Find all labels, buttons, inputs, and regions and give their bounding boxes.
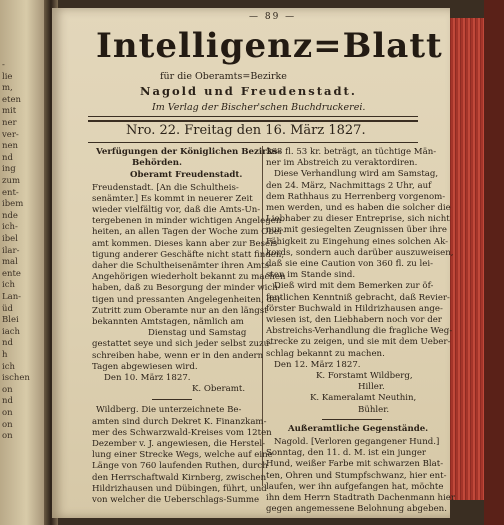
left-page-fragment: Blei xyxy=(2,315,19,326)
left-page-fragment: nde xyxy=(2,210,18,221)
signature-line: Hiller. xyxy=(358,382,385,393)
notice-line: Sonntag, den 11. d. M. ist ein junger xyxy=(266,448,427,459)
notice-line: daher die Schultheisenämter ihren Amts- xyxy=(92,261,273,271)
notice-line: K. Oberamt. xyxy=(192,384,246,395)
notice-line: Hildrizhausen und Dübingen, führt, und xyxy=(92,483,267,494)
left-page-fragment: ent- xyxy=(2,187,19,198)
section-heading: Außeramtliche Gegenstände. xyxy=(288,423,429,434)
left-page-fragment: m, xyxy=(2,83,13,94)
issue-line: Nro. 22. Freitag den 16. März 1827. xyxy=(126,123,366,138)
left-page-fragment: on xyxy=(2,419,13,430)
notice-line: laufen, wer ihn aufgefangen hat, möchte xyxy=(266,481,444,492)
left-page-fragment: nd xyxy=(2,338,13,349)
notice-line: Nagold. [Verloren gegangener Hund.] xyxy=(274,437,440,447)
left-page-fragment: ver- xyxy=(2,129,19,140)
left-page-fragment: on xyxy=(2,408,13,418)
notice-line: wiesen ist, den Liebhabern noch vor der xyxy=(266,315,442,325)
left-page-fragment: h xyxy=(2,350,8,360)
masthead-regions: Nagold und Freudenstadt. xyxy=(140,84,357,98)
left-page-fragment: - xyxy=(2,60,5,70)
section-heading: Verfügungen der Königlichen Bezirks- xyxy=(96,147,282,157)
left-page-fragment: ibel xyxy=(2,234,18,244)
notice-line: heiten, an allen Tagen der Woche zum Ober- xyxy=(92,227,286,238)
left-page-fragment: ilar- xyxy=(2,245,20,256)
divider xyxy=(88,142,418,143)
left-page-fragment: ich xyxy=(2,361,15,372)
notice-line: strecke zu zeigen, und sie mit dem Ueber- xyxy=(266,337,451,348)
publisher-line: Im Verlag der Bischer'schen Buchdruckerei. xyxy=(152,102,366,113)
masthead-subtitle: für die Oberamts=Bezirke xyxy=(160,71,287,82)
notice-line: sten im Stande sind. xyxy=(266,270,356,281)
notice-line: ten, Ohren und Stumpfschwanz, hier ent- xyxy=(266,470,447,481)
left-page-fragment: mal xyxy=(2,257,18,268)
notice-line: schlag bekannt zu machen. xyxy=(266,348,385,359)
left-page-fragment: ing xyxy=(2,164,16,175)
left-page-fragment: ibem xyxy=(2,199,24,210)
notice-line: nur mit gesiegelten Zeugnissen über ihre xyxy=(266,225,447,236)
notice-line: haben, daß zu Besorgung der minder wich- xyxy=(92,283,281,294)
adjacent-left-page xyxy=(0,0,44,525)
notice-line: Diese Verhandlung wird am Samstag, xyxy=(274,169,439,180)
notice-line: Freudenstadt. [An die Schultheis- xyxy=(92,182,239,193)
section-heading: Behörden. xyxy=(132,158,182,169)
left-page-fragment: nd xyxy=(2,396,13,407)
left-page-fragment: ischen xyxy=(2,373,30,384)
notice-line: Fähigkeit zu Eingehung eines solchen Ak- xyxy=(266,236,449,247)
left-page-fragment: nen xyxy=(2,141,18,152)
notice-line: bekannten Amtstagen, nämlich am xyxy=(92,317,244,327)
signature-line: K. Kameralamt Neuthin, xyxy=(310,393,417,404)
notice-line: Angehörigen wiederholt bekannt zu machen xyxy=(92,272,286,283)
notice-line: gestattet seye und sich jeder selbst zuzu- xyxy=(92,339,273,350)
notice-line: Dezember v. J. angewiesen, die Herstel- xyxy=(92,439,265,449)
notice-line: Dieß wird mit dem Bemerken zur öf- xyxy=(274,281,434,292)
notice-line: ner im Abstreich zu veraktordiren. xyxy=(266,158,418,169)
masthead-title: Intelligenz=Blatt xyxy=(96,26,443,66)
notice-line: tigen und pressanten Angelegenheiten, der xyxy=(92,294,282,305)
notice-line: gegen angemessene Belohnung abgeben. xyxy=(266,504,447,515)
notice-line: wieder vielfältig vor, daß die Amts-Un- xyxy=(92,205,261,215)
notice-line: amt kommen. Dieses kann aber zur Beseis- xyxy=(92,238,281,249)
left-page-fragment: zum xyxy=(2,176,21,186)
signature-line: K. Forstamt Wildberg, xyxy=(316,371,413,381)
notice-line: Tagen abgewiesen wird. xyxy=(92,361,198,372)
left-page-fragment: ente xyxy=(2,268,21,279)
notice-line: Länge von 760 laufenden Ruthen, durch xyxy=(92,461,268,472)
notice-line: amten sind durch Dekret K. Finanzkam- xyxy=(92,416,267,427)
signature-line: Bühler. xyxy=(358,404,390,415)
notice-line: dem Rathhaus zu Herrenberg vorgenom- xyxy=(266,191,446,202)
newspaper-page xyxy=(52,8,455,518)
notice-line: 368 fl. 53 kr. beträgt, an tüchtige Män- xyxy=(266,147,437,157)
left-page-fragment: Lan- xyxy=(2,292,22,302)
left-page-fragment: ich xyxy=(2,280,15,291)
notice-line: Abstreichs-Verhandlung die fragliche Weg- xyxy=(266,326,453,337)
left-page-fragment: mit xyxy=(2,106,17,117)
notice-line: fentlichen Kenntniß gebracht, daß Revier- xyxy=(266,292,450,303)
notice-line: Zutritt zum Oberamte nur an den längst xyxy=(92,305,268,316)
notice-line: men werden, und es haben die solcher die xyxy=(266,203,451,213)
notice-line: mer des Schwarzwald-Kreises vom 12ten xyxy=(92,427,272,438)
book-cover xyxy=(484,0,504,525)
left-page-fragment: on xyxy=(2,384,13,395)
divider xyxy=(152,399,192,400)
left-page-fragment: eten xyxy=(2,94,21,105)
page-edges xyxy=(446,18,486,500)
notice-line: Den 12. März 1827. xyxy=(274,359,361,370)
notice-line: den 24. März, Nachmittags 2 Uhr, auf xyxy=(266,180,432,191)
left-page-fragment: ner xyxy=(2,118,17,128)
notice-line: von welcher die Ueberschlags-Summe xyxy=(92,495,260,505)
notice-line: lung einer Strecke Wegs, welche auf eine xyxy=(92,450,273,461)
notice-line: Hund, weißer Farbe mit schwarzen Blat- xyxy=(266,459,444,470)
notice-line: daß sie eine Caution von 360 fl. zu lei- xyxy=(266,259,434,269)
left-page-fragment: üd xyxy=(2,303,13,314)
notice-line: ihn dem Herrn Stadtrath Dachenmann hier xyxy=(266,493,455,503)
left-page-fragment: on xyxy=(2,431,13,442)
notice-line: senämter.] Es kommt in neuerer Zeit xyxy=(92,193,253,204)
notice-line: schreiben habe, wenn er in den andern xyxy=(92,350,264,361)
left-page-fragment: iach xyxy=(2,326,21,337)
page-number: — 89 — xyxy=(249,12,297,22)
divider xyxy=(88,120,418,122)
notice-line: tergebenen in minder wichtigen Angelegen- xyxy=(92,216,285,227)
notice-line: den Herrschaftwald Kirnberg, zwischen xyxy=(92,472,267,483)
notice-line: Liebhaber zu dieser Entreprise, sich nicht xyxy=(266,214,450,225)
office-heading: Oberamt Freudenstadt. xyxy=(130,170,243,181)
left-page-fragment: lie xyxy=(2,71,13,82)
notice-line: Wildberg. Die unterzeichnete Be- xyxy=(96,405,242,416)
notice-line: tigung anderer Geschäfte nicht statt finden, xyxy=(92,249,285,260)
left-page-fragment: nd xyxy=(2,152,13,163)
divider xyxy=(322,419,382,420)
notice-line: Dienstag und Samstag xyxy=(148,328,247,339)
divider xyxy=(88,116,418,117)
left-page-fragment: ich- xyxy=(2,222,18,233)
notice-line: kords, sondern auch darüber auszuweisen, xyxy=(266,247,454,258)
notice-line: Den 10. März 1827. xyxy=(104,373,191,383)
notice-line: förster Buchwald in Hildrizhausen ange- xyxy=(266,303,443,314)
